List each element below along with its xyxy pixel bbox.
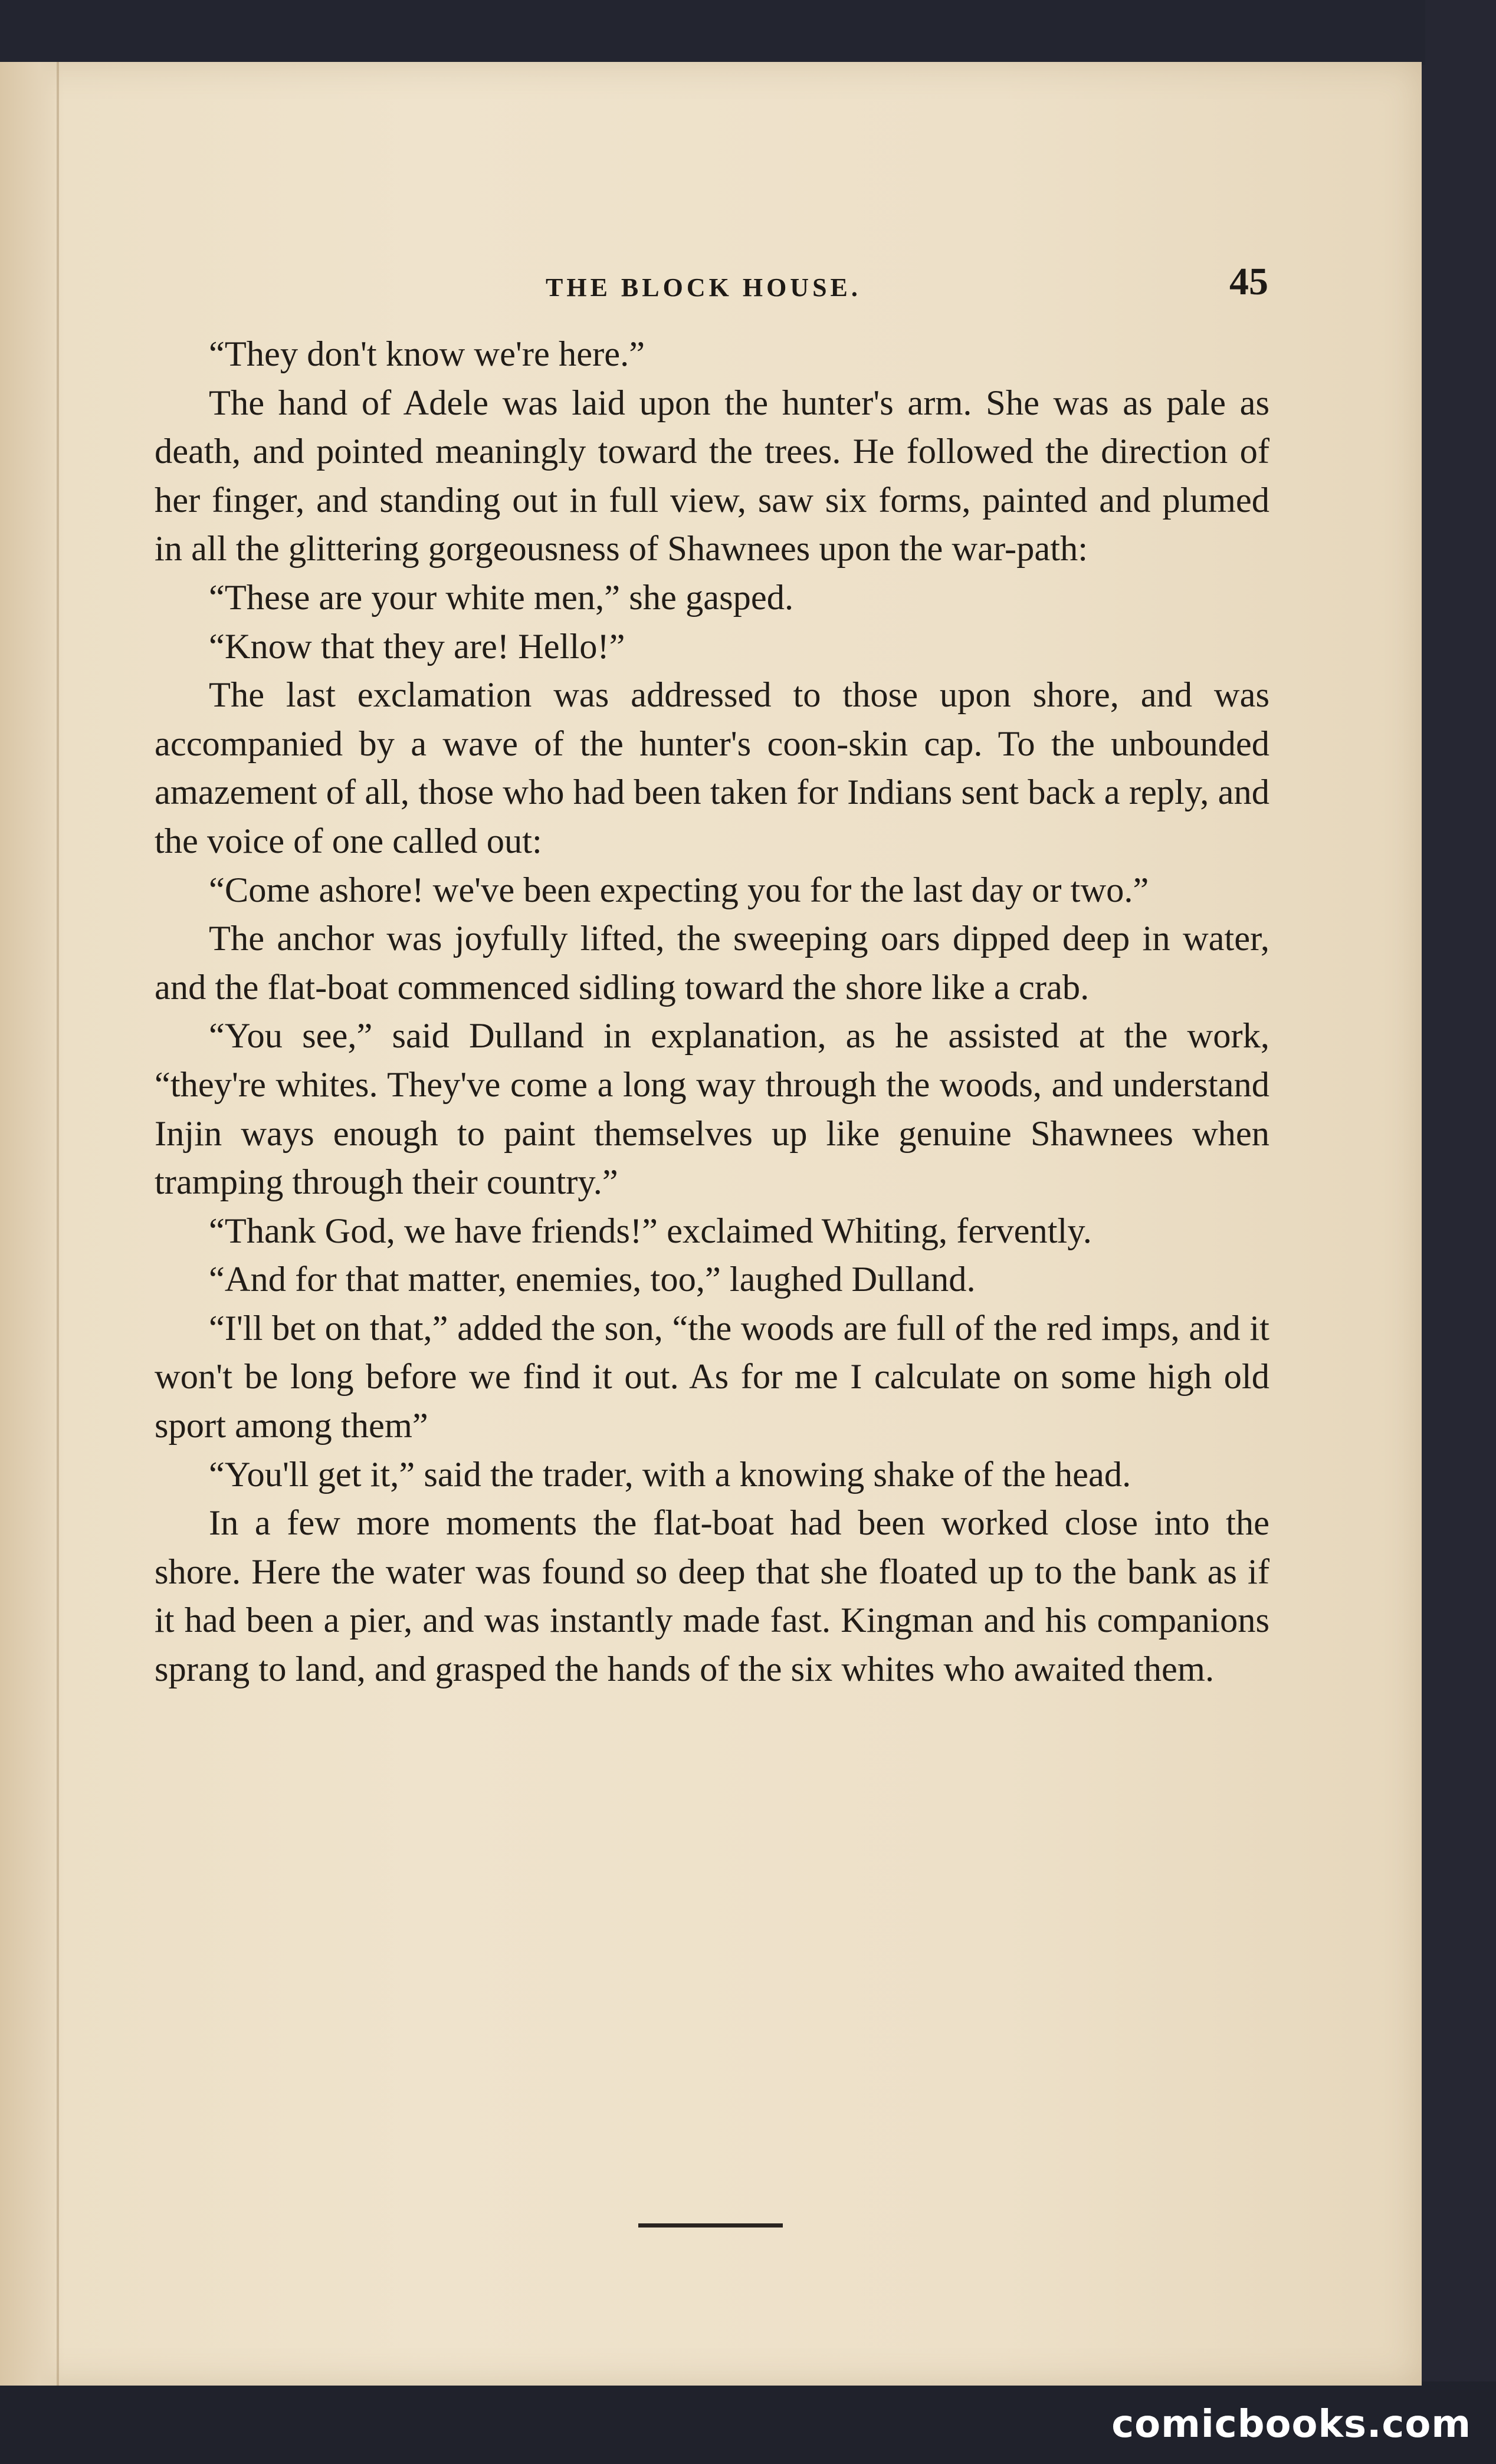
paragraph: “Come ashore! we've been expecting you for the last day or two.” — [209, 870, 1149, 910]
page-number: 45 — [1229, 260, 1268, 303]
paragraph: The hand of Adele was laid upon the hunter's arm. She was as pale as death, and pointed meaningly toward the trees. He followed the direction of her finger, and standing out in full view, saw six forms, painted and plumed in all the glittering gorgeousness of Shawnees upon the war-path: — [155, 383, 1269, 569]
paragraph: “Thank God, we have friends!” exclaimed Whiting, fervently. — [209, 1211, 1092, 1251]
page-gutter — [0, 62, 65, 2386]
section-end-rule — [638, 2223, 783, 2228]
scan-background-right — [1425, 0, 1496, 2464]
paragraph: “I'll bet on that,” added the son, “the woods are full of the red imps, and it won't be long before we find it out. As for me I calculate on some high old sport among them” — [155, 1308, 1269, 1446]
paragraph: The last exclamation was addressed to those upon shore, and was accompanied by a wave of the hunter's coon-skin cap. To the unbounded amazement of all, those who had been taken for Indians sent back a reply, and the voice of one called out: — [155, 675, 1269, 861]
gutter-fold-line — [57, 62, 59, 2386]
paragraph: “These are your white men,” she gasped. — [209, 577, 794, 617]
paragraph: The anchor was joyfully lifted, the sweeping oars dipped deep in water, and the flat-boat commenced sidling toward the shore like a crab. — [155, 919, 1269, 1007]
paragraph: In a few more moments the flat-boat had been worked close into the shore. Here the water was found so deep that she floated up to the bank as if it had been a pier, and was instantly made fast. Kingman and his companions sprang to land, and grasped the hands of the six whites who awaited them. — [155, 1503, 1269, 1690]
paragraph: “You see,” said Dulland in explanation, as he assisted at the work, “they're whites. They've come a long way through the woods, and understand Injin ways enough to paint themselves up like genuine Shawnees when tramping through their country.” — [155, 1016, 1269, 1203]
paragraph: “Know that they are! Hello!” — [209, 626, 625, 666]
paragraph: “You'll get it,” said the trader, with a knowing shake of the head. — [209, 1454, 1131, 1494]
body-text — [155, 330, 1269, 1694]
paragraph: “And for that matter, enemies, too,” laughed Dulland. — [209, 1260, 976, 1300]
scan-background-top — [0, 0, 1496, 65]
page-header — [206, 259, 1268, 330]
watermark-text: comicbooks.com — [1111, 2403, 1471, 2446]
running-head: THE BLOCK HOUSE. — [546, 273, 861, 302]
paragraph: “They don't know we're here.” — [209, 334, 645, 374]
